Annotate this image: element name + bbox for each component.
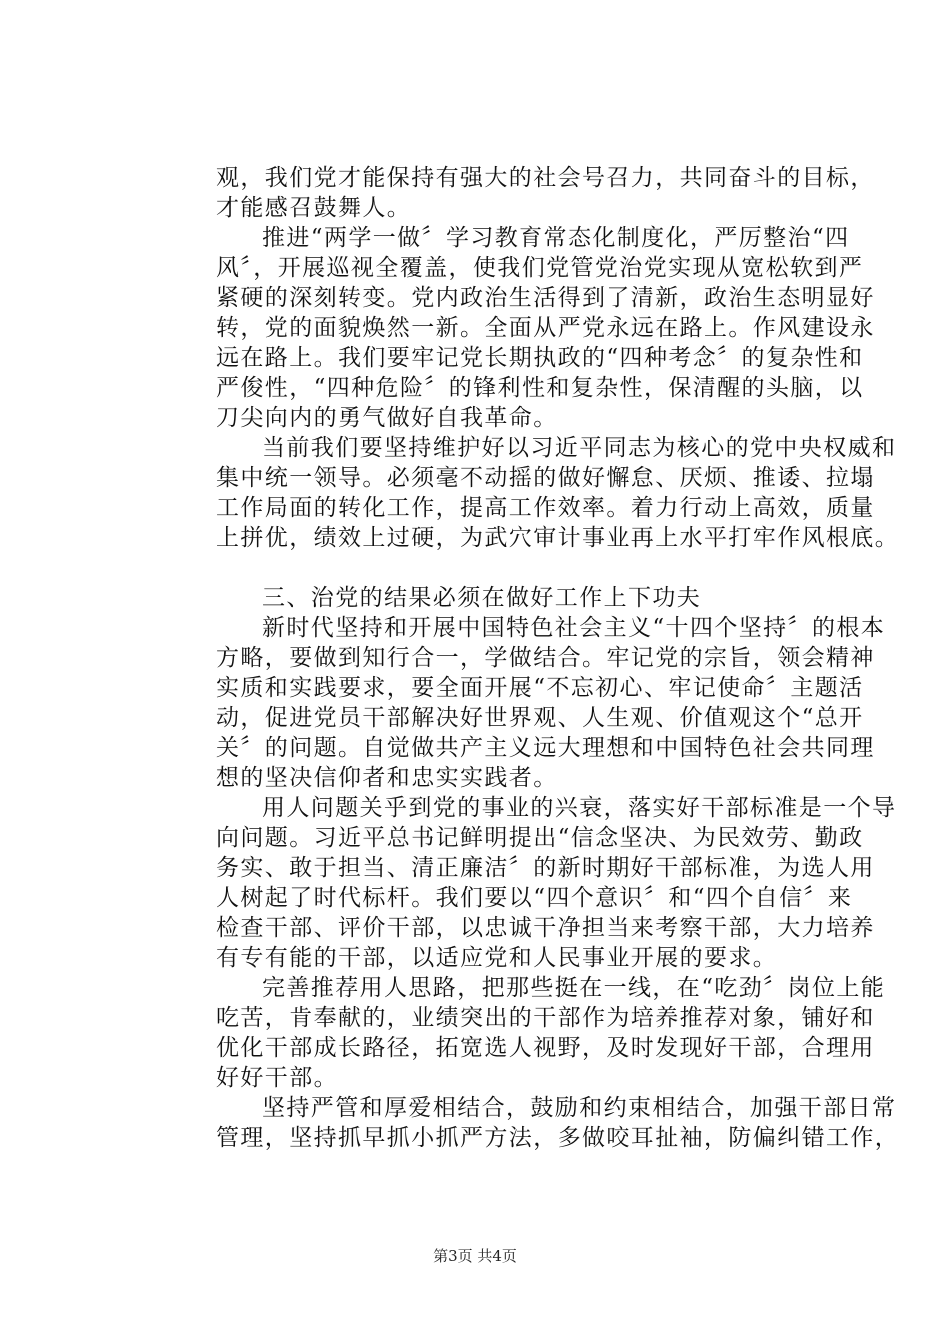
text-line: 风〞，开展巡视全覆盖，使我们党管党治党实现从宽松软到严 — [216, 255, 864, 281]
text-line: 好好干部。 — [216, 1065, 338, 1091]
text-line: 严俊性，“四种危险〞的锋利性和复杂性，保清醒的头脑，以 — [216, 375, 864, 401]
text-line: 实质和实践要求，要全面开展“不忘初心、牢记使命〞主题活 — [216, 675, 864, 701]
text-line: 当前我们要坚持维护好以习近平同志为核心的党中央权威和 — [262, 435, 897, 461]
text-line: 刀尖向内的勇气做好自我革命。 — [216, 405, 558, 431]
text-line: 管理，坚持抓早抓小抓严方法，多做咬耳扯袖，防偏纠错工作， — [216, 1125, 900, 1151]
text-line: 紧硬的深刻转变。党内政治生活得到了清新，政治生态明显好 — [216, 285, 875, 311]
text-line: 关〞的问题。自觉做共产主义远大理想和中国特色社会共同理 — [216, 735, 875, 761]
text-line: 向问题。习近平总书记鲜明提出“信念坚决、为民效劳、勤政 — [216, 825, 864, 851]
text-line: 坚持严管和厚爱相结合，鼓励和约束相结合，加强干部日常 — [262, 1095, 897, 1121]
text-line: 人树起了时代标杆。我们要以“四个意识〞和“四个自信〞来 — [216, 885, 853, 911]
text-line: 用人问题关乎到党的事业的兴衰，落实好干部标准是一个导 — [262, 795, 897, 821]
text-line: 有专有能的干部，以适应党和人民事业开展的要求。 — [216, 945, 778, 971]
text-line: 吃苦，肯奉献的，业绩突出的干部作为培养推荐对象，铺好和 — [216, 1005, 875, 1031]
text-line: 工作局面的转化工作，提高工作效率。着力行动上高效，质量 — [216, 495, 875, 521]
text-line: 优化干部成长路径，拓宽选人视野，及时发现好干部，合理用 — [216, 1035, 875, 1061]
text-line: 检查干部、评价干部，以忠诚干净担当来考察干部，大力培养 — [216, 915, 875, 941]
paragraph-gap — [216, 553, 856, 583]
text-line: 观，我们党才能保持有强大的社会号召力，共同奋斗的目标， — [216, 165, 875, 191]
text-line: 新时代坚持和开展中国特色社会主义“十四个坚持〞的根本 — [262, 615, 886, 641]
text-line: 动，促进党员干部解决好世界观、人生观、价值观这个“总开 — [216, 705, 864, 731]
text-line: 务实、敢于担当、清正廉洁〞的新时期好干部标准，为选人用 — [216, 855, 875, 881]
document-body — [216, 163, 900, 1153]
text-line: 转，党的面貌焕然一新。全面从严党永远在路上。作风建设永 — [216, 315, 875, 341]
text-line: 方略，要做到知行合一，学做结合。牢记党的宗旨，领会精神 — [216, 645, 875, 671]
text-line: 集中统一领导。必须毫不动摇的做好懈怠、厌烦、推诿、拉塌 — [216, 465, 875, 491]
text-line: 推进“两学一做〞学习教育常态化制度化，严厉整治“四 — [262, 225, 850, 251]
text-line: 完善推荐用人思路，把那些挺在一线，在“吃劲〞岗位上能 — [262, 975, 886, 1001]
text-line: 上拼优，绩效上过硬，为武穴审计事业再上水平打牢作风根底。 — [216, 525, 900, 551]
text-line: 想的坚决信仰者和忠实实践者。 — [216, 765, 558, 791]
text-line: 远在路上。我们要牢记党长期执政的“四种考念〞的复杂性和 — [216, 345, 864, 371]
page-footer: 第3页 共4页 — [433, 1247, 517, 1265]
text-line: 才能感召鼓舞人。 — [216, 195, 412, 221]
text-line: 三、治党的结果必须在做好工作上下功夫 — [262, 585, 702, 611]
